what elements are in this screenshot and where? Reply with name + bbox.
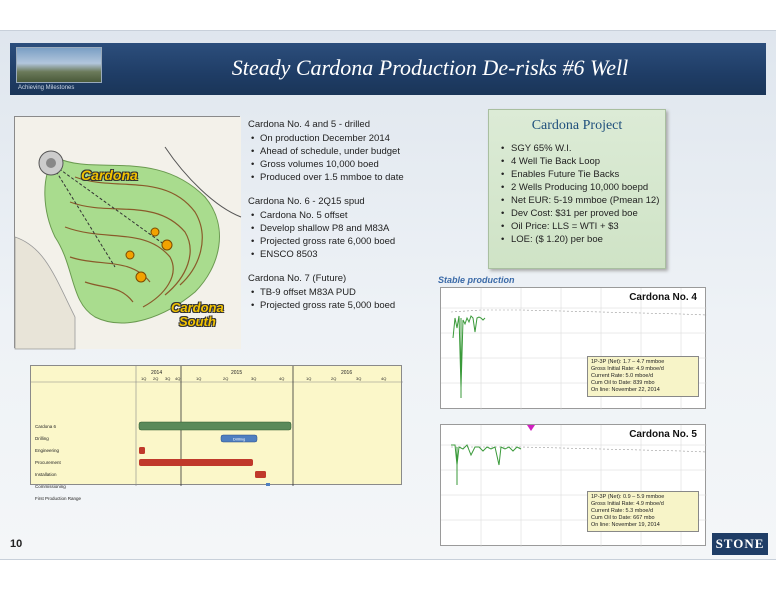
bullet-item: • Projected gross rate 6,000 boed [260, 235, 448, 248]
bullet-group-heading: Cardona No. 4 and 5 - drilled [248, 119, 370, 130]
project-item: • SGY 65% W.I. [511, 142, 665, 155]
well-bullets [248, 119, 448, 324]
legend-line: On line: November 19, 2014 [591, 522, 660, 528]
header-photo [16, 47, 102, 83]
gantt-task-label: Cardona 6 [35, 424, 57, 429]
map-label-cardona-south [171, 301, 224, 329]
schedule-gantt [30, 365, 402, 501]
gantt-quarter-label: 1Q [196, 376, 202, 381]
gantt-quarter-label: 4Q [279, 376, 285, 381]
project-item: • Oil Price: LLS = WTI + $3 [511, 220, 665, 233]
plot-cardona-4 [440, 287, 706, 409]
map-label-cardona-south-line1: Cardona [171, 300, 224, 315]
bullet-item: • Produced over 1.5 mmboe to date [260, 171, 448, 184]
project-item: • 2 Wells Producing 10,000 boepd [511, 181, 665, 194]
legend-line: Cum Oil to Date: 667 mbo [591, 515, 655, 521]
gantt-quarter-label: 4Q [381, 376, 387, 381]
gantt-quarter-label: 4Q [175, 376, 181, 381]
bullet-group-heading: Cardona No. 7 (Future) [248, 273, 347, 284]
gantt-quarter-label: 3Q [356, 376, 362, 381]
legend-line: Gross Initial Rate: 4.9 mboe/d [591, 366, 664, 372]
project-item: • Enables Future Tie Backs [511, 168, 665, 181]
bullet-group-well-6 [248, 196, 448, 261]
project-item: • 4 Well Tie Back Loop [511, 155, 665, 168]
field-map [14, 116, 240, 348]
gantt-year-label: 2014 [151, 370, 163, 376]
bullet-item: • Develop shallow P8 and M83A [260, 222, 448, 235]
project-item: • Dev Cost: $31 per proved boe [511, 207, 665, 220]
bullet-group-heading: Cardona No. 6 - 2Q15 spud [248, 196, 365, 207]
bullet-item: • ENSCO 8503 [260, 248, 448, 261]
project-item: • Net EUR: 5-19 mmboe (Pmean 12) [511, 194, 665, 207]
slide [0, 30, 776, 560]
bullet-item: • Gross volumes 10,000 boed [260, 158, 448, 171]
gantt-year-label: 2016 [341, 370, 353, 376]
gantt-task-label: Drilling [35, 436, 49, 441]
gantt-task-label: Procurement [35, 460, 61, 465]
gantt-quarter-label: 1Q [306, 376, 312, 381]
gantt-task-label: Installation [35, 472, 57, 477]
gantt-quarter-label: 3Q [251, 376, 257, 381]
legend-line: 1P-3P (Net): 1.7 – 4.7 mmboe [591, 359, 665, 365]
map-label-cardona-south-line2: South [178, 314, 216, 329]
gantt-task-label: First Production Range [35, 496, 82, 501]
bullet-item: • Cardona No. 5 offset [260, 209, 448, 222]
stable-production-label: Stable production [438, 275, 515, 285]
gantt-bar-drilling-label: Drilling [233, 436, 246, 442]
plot-title: Cardona No. 4 [629, 292, 697, 303]
gantt-task-label: Engineering [35, 448, 60, 453]
gantt-quarter-label: 2Q [153, 376, 159, 381]
slide-title: Steady Cardona Production De-risks #6 Well [231, 55, 629, 80]
legend-line: Gross Initial Rate: 4.9 mboe/d [591, 501, 664, 507]
plot-legend [587, 491, 699, 532]
bullet-item: • On production December 2014 [260, 132, 448, 145]
gantt-quarter-label: 3Q [165, 376, 171, 381]
legend-line: Cum Oil to Date: 839 mbo [591, 380, 655, 386]
header-tagline: Achieving Milestones [18, 85, 75, 91]
plot-cardona-5 [440, 424, 706, 546]
header-banner [10, 43, 766, 95]
gantt-year-label: 2015 [231, 370, 243, 376]
gantt-task-label: Commissioning [35, 484, 66, 489]
bullet-item: • TB-9 offset M83A PUD [260, 286, 448, 299]
project-title: Cardona Project [531, 118, 623, 133]
project-summary-box [488, 109, 666, 269]
plot-title: Cardona No. 5 [629, 429, 697, 440]
plot-legend [587, 356, 699, 397]
gantt-quarter-label: 2Q [223, 376, 229, 381]
legend-line: On line: November 22, 2014 [591, 387, 660, 393]
bullet-item: • Ahead of schedule, under budget [260, 145, 448, 158]
page-number: 10 [10, 538, 23, 550]
gantt-overflow-rows [31, 366, 403, 486]
bullet-group-wells-4-5 [248, 119, 448, 184]
bullet-group-well-7 [248, 273, 448, 312]
legend-line: Current Rate: 5.0 mboe/d [591, 373, 654, 379]
gantt-quarter-label: 1Q [141, 376, 147, 381]
gantt-quarter-label: 2Q [331, 376, 337, 381]
map-label-cardona: Cardona [81, 167, 138, 183]
legend-line: Current Rate: 5.3 mboe/d [591, 508, 654, 514]
legend-line: 1P-3P (Net): 0.9 – 5.9 mmboe [591, 494, 665, 500]
bullet-item: • Projected gross rate 5,000 boed [260, 299, 448, 312]
company-logo: STONE [712, 533, 768, 555]
gantt-bar-commissioning [266, 483, 270, 486]
project-item: • LOE: ($ 1.20) per boe [511, 233, 665, 246]
